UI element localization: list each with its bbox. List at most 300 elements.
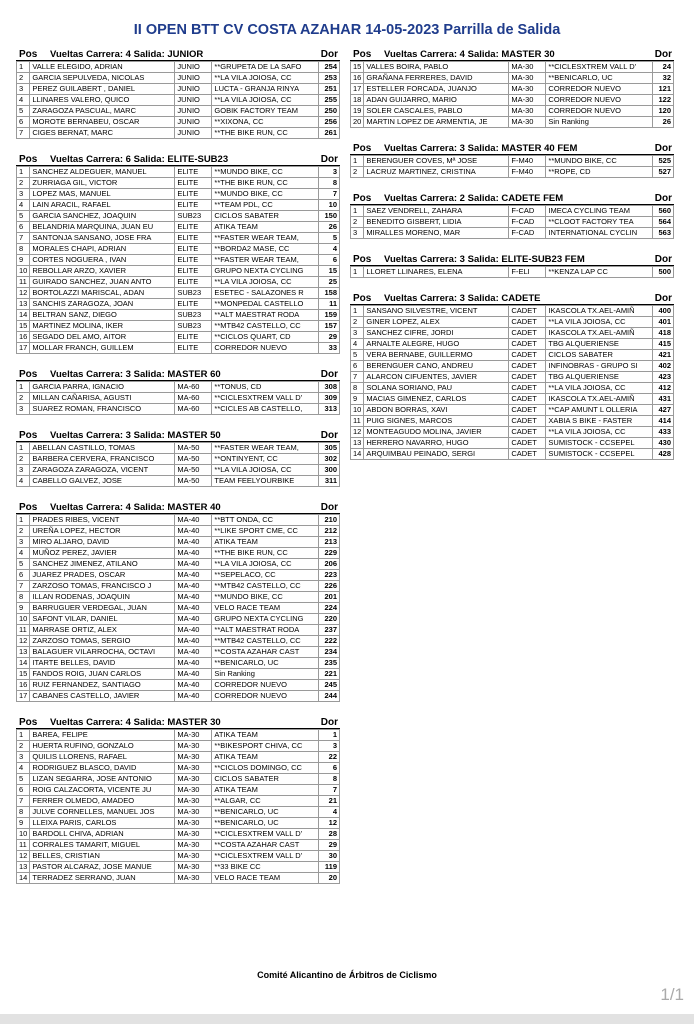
position-cell: 18: [351, 95, 364, 106]
team-cell: **COSTA AZAHAR CAST: [212, 647, 319, 658]
table-row: [17, 321, 340, 332]
pos-column-header: Pos: [353, 254, 372, 265]
rider-name-cell: BERENGUER COVES, Mª JOSE: [364, 156, 509, 167]
position-cell: 16: [17, 680, 30, 691]
team-cell: XABIA S BIKE - FASTER: [546, 416, 653, 427]
start-group-header: [16, 497, 340, 514]
team-cell: **CICLESXTREM VALL D': [546, 62, 653, 73]
category-cell: MA-40: [175, 548, 212, 559]
rider-name-cell: SANCHIS ZARAGOZA, JOAN: [30, 299, 175, 310]
team-cell: ATIKA TEAM: [212, 222, 319, 233]
start-group: [16, 425, 340, 487]
position-cell: 9: [17, 255, 30, 266]
table-row: [17, 807, 340, 818]
table-row: [351, 317, 674, 328]
position-cell: 13: [351, 438, 364, 449]
bib-number-cell: 433: [653, 427, 674, 438]
dor-column-header: Dor: [320, 502, 338, 513]
rider-name-cell: MORALES CHAPI, ADRIAN: [30, 244, 175, 255]
bib-number-cell: 210: [319, 515, 340, 526]
category-cell: F-CAD: [509, 217, 546, 228]
team-cell: IKASCOLA TX.AEL-AMIÑ: [546, 306, 653, 317]
group-title: Vueltas Carrera: 3 Salida: MASTER 40 FEM: [384, 143, 578, 154]
position-cell: 13: [17, 647, 30, 658]
table-row: [17, 266, 340, 277]
team-cell: **LA VILA JOIOSA, CC: [212, 277, 319, 288]
category-cell: CADET: [509, 394, 546, 405]
bib-number-cell: 430: [653, 438, 674, 449]
pos-column-header: Pos: [19, 49, 38, 60]
rider-name-cell: JUAREZ PRADES, OSCAR: [30, 570, 175, 581]
position-cell: 12: [17, 288, 30, 299]
rider-name-cell: GARCIA SANCHEZ, JOAQUIN: [30, 211, 175, 222]
start-grid-table: [16, 381, 340, 415]
team-cell: **FASTER WEAR TEAM,: [212, 255, 319, 266]
position-cell: 7: [351, 372, 364, 383]
bib-number-cell: 3: [319, 741, 340, 752]
team-cell: SUMISTOCK - CCSEPEL: [546, 449, 653, 460]
pos-column-header: Pos: [19, 369, 38, 380]
team-cell: **TONUS, CD: [212, 382, 319, 393]
bib-number-cell: 11: [319, 299, 340, 310]
table-row: [17, 526, 340, 537]
category-cell: MA-40: [175, 526, 212, 537]
position-cell: 1: [17, 443, 30, 454]
rider-name-cell: SEGADO DEL AMO, AITOR: [30, 332, 175, 343]
pos-column-header: Pos: [353, 193, 372, 204]
category-cell: MA-60: [175, 382, 212, 393]
pos-column-header: Pos: [19, 430, 38, 441]
rider-name-cell: MIRALLES MORENO, MAR: [364, 228, 509, 239]
position-cell: 8: [17, 244, 30, 255]
rider-name-cell: MARRASE ORTIZ, ALEX: [30, 625, 175, 636]
bib-number-cell: 4: [319, 244, 340, 255]
position-cell: 1: [17, 167, 30, 178]
category-cell: MA-50: [175, 465, 212, 476]
bib-number-cell: 220: [319, 614, 340, 625]
pos-column-header: Pos: [353, 49, 372, 60]
team-cell: Sin Ranking: [546, 117, 653, 128]
start-group-header: [16, 149, 340, 166]
bib-number-cell: 401: [653, 317, 674, 328]
bib-number-cell: 157: [319, 321, 340, 332]
bib-number-cell: 414: [653, 416, 674, 427]
position-cell: 2: [351, 317, 364, 328]
rider-name-cell: JULVE CORNELLES, MANUEL JOS: [30, 807, 175, 818]
pos-column-header: Pos: [19, 717, 38, 728]
category-cell: MA-40: [175, 625, 212, 636]
table-row: [17, 614, 340, 625]
bib-number-cell: 24: [653, 62, 674, 73]
position-cell: 19: [351, 106, 364, 117]
category-cell: CADET: [509, 383, 546, 394]
start-grid-table: [16, 166, 340, 354]
bib-number-cell: 418: [653, 328, 674, 339]
position-cell: 20: [351, 117, 364, 128]
category-cell: SUB23: [175, 288, 212, 299]
bib-number-cell: 26: [653, 117, 674, 128]
bib-number-cell: 427: [653, 405, 674, 416]
team-cell: **MUNDO BIKE, CC: [212, 167, 319, 178]
bib-number-cell: 308: [319, 382, 340, 393]
position-cell: 4: [17, 476, 30, 487]
position-cell: 5: [351, 350, 364, 361]
team-cell: **LA VILA JOIOSA, CC: [546, 427, 653, 438]
table-row: [17, 862, 340, 873]
bib-number-cell: 6: [319, 255, 340, 266]
bib-number-cell: 20: [319, 873, 340, 884]
start-group: [16, 497, 340, 702]
category-cell: ELITE: [175, 200, 212, 211]
table-row: [17, 128, 340, 139]
position-cell: 2: [351, 217, 364, 228]
team-cell: **THE BIKE RUN, CC: [212, 548, 319, 559]
category-cell: CADET: [509, 449, 546, 460]
category-cell: MA-60: [175, 404, 212, 415]
position-cell: 8: [351, 383, 364, 394]
team-cell: **MTB42 CASTELLO, CC: [212, 321, 319, 332]
category-cell: MA-40: [175, 680, 212, 691]
team-cell: **TEAM PDL, CC: [212, 200, 319, 211]
table-row: [351, 167, 674, 178]
rider-name-cell: BORTOLAZZI MARISCAL, ADAN: [30, 288, 175, 299]
table-row: [17, 404, 340, 415]
dor-column-header: Dor: [654, 293, 672, 304]
category-cell: JUNIO: [175, 62, 212, 73]
category-cell: MA-30: [175, 785, 212, 796]
category-cell: MA-30: [175, 840, 212, 851]
table-row: [17, 515, 340, 526]
table-row: [17, 200, 340, 211]
category-cell: SUB23: [175, 310, 212, 321]
bib-number-cell: 10: [319, 200, 340, 211]
start-grid-table: [16, 61, 340, 139]
table-row: [17, 465, 340, 476]
group-title: Vueltas Carrera: 3 Salida: MASTER 50: [50, 430, 221, 441]
dor-column-header: Dor: [320, 49, 338, 60]
category-cell: MA-30: [175, 862, 212, 873]
category-cell: ELITE: [175, 233, 212, 244]
position-cell: 1: [17, 515, 30, 526]
table-row: [17, 548, 340, 559]
rider-name-cell: RUIZ FERNANDEZ, SANTIAGO: [30, 680, 175, 691]
category-cell: ELITE: [175, 266, 212, 277]
category-cell: MA-30: [175, 807, 212, 818]
category-cell: ELITE: [175, 299, 212, 310]
rider-name-cell: BARBERA CERVERA, FRANCISCO: [30, 454, 175, 465]
position-cell: 2: [17, 526, 30, 537]
right-column: [350, 44, 674, 470]
team-cell: **BTT ONDA, CC: [212, 515, 319, 526]
position-cell: 11: [17, 840, 30, 851]
team-cell: **LA VILA JOIOSA, CC: [212, 73, 319, 84]
position-cell: 2: [17, 73, 30, 84]
start-group: [350, 138, 674, 178]
table-row: [17, 818, 340, 829]
bib-number-cell: 251: [319, 84, 340, 95]
bib-number-cell: 237: [319, 625, 340, 636]
table-row: [17, 211, 340, 222]
team-cell: **COSTA AZAHAR CAST: [212, 840, 319, 851]
category-cell: MA-30: [175, 763, 212, 774]
position-cell: 4: [17, 763, 30, 774]
category-cell: ELITE: [175, 222, 212, 233]
table-row: [351, 156, 674, 167]
start-grid-table: [16, 442, 340, 487]
team-cell: **MUNDO BIKE, CC: [546, 156, 653, 167]
position-cell: 6: [17, 570, 30, 581]
bib-number-cell: 28: [319, 829, 340, 840]
category-cell: ELITE: [175, 277, 212, 288]
bib-number-cell: 250: [319, 106, 340, 117]
table-row: [351, 62, 674, 73]
team-cell: **CICLESXTREM VALL D': [212, 829, 319, 840]
table-row: [17, 763, 340, 774]
category-cell: MA-30: [509, 73, 546, 84]
rider-name-cell: BERENGUER CANO, ANDREU: [364, 361, 509, 372]
category-cell: MA-30: [509, 62, 546, 73]
rider-name-cell: PUIG SIGNES, MARCOS: [364, 416, 509, 427]
category-cell: ELITE: [175, 244, 212, 255]
category-cell: MA-40: [175, 658, 212, 669]
start-group-header: [350, 44, 674, 61]
position-cell: 13: [17, 299, 30, 310]
page-title: II OPEN BTT CV COSTA AZAHAR 14-05-2023 Parrilla de Salida: [133, 22, 561, 38]
position-cell: 1: [17, 382, 30, 393]
rider-name-cell: BARRUGUER VERDEGAL, JUAN: [30, 603, 175, 614]
bib-number-cell: 254: [319, 62, 340, 73]
team-cell: INFINOBRAS - GRUPO SI: [546, 361, 653, 372]
rider-name-cell: LOPEZ MAS, MANUEL: [30, 189, 175, 200]
team-cell: **FASTER WEAR TEAM,: [212, 233, 319, 244]
rider-name-cell: MILLAN CAÑARISA, AGUSTI: [30, 393, 175, 404]
rider-name-cell: ABELLAN CASTILLO, TOMAS: [30, 443, 175, 454]
dor-column-header: Dor: [654, 49, 672, 60]
table-row: [17, 393, 340, 404]
bib-number-cell: 159: [319, 310, 340, 321]
start-group-header: [16, 364, 340, 381]
bib-number-cell: 500: [653, 267, 674, 278]
start-grid-table: [16, 514, 340, 702]
category-cell: F-CAD: [509, 228, 546, 239]
rider-name-cell: MOLLAR FRANCH, GUILLEM: [30, 343, 175, 354]
bib-number-cell: 26: [319, 222, 340, 233]
table-row: [17, 741, 340, 752]
table-row: [17, 277, 340, 288]
category-cell: MA-30: [175, 774, 212, 785]
group-title: Vueltas Carrera: 4 Salida: MASTER 30: [384, 49, 555, 60]
group-title: Vueltas Carrera: 2 Salida: CADETE FEM: [384, 193, 564, 204]
team-cell: TBG ALQUERIENSE: [546, 339, 653, 350]
position-cell: 2: [17, 454, 30, 465]
rider-name-cell: BENEDITO GISBERT, LIDIA: [364, 217, 509, 228]
position-cell: 5: [17, 211, 30, 222]
category-cell: ELITE: [175, 178, 212, 189]
pos-column-header: Pos: [353, 143, 372, 154]
position-cell: 3: [17, 752, 30, 763]
position-cell: 6: [17, 222, 30, 233]
position-cell: 4: [351, 339, 364, 350]
team-cell: LUCTA - GRANJA RINYA: [212, 84, 319, 95]
position-cell: 1: [351, 306, 364, 317]
team-cell: CORREDOR NUEVO: [546, 95, 653, 106]
category-cell: MA-40: [175, 647, 212, 658]
category-cell: SUB23: [175, 211, 212, 222]
position-cell: 7: [17, 581, 30, 592]
table-row: [17, 299, 340, 310]
category-cell: F-M40: [509, 156, 546, 167]
table-row: [17, 873, 340, 884]
table-row: [17, 62, 340, 73]
position-cell: 14: [351, 449, 364, 460]
bib-number-cell: 226: [319, 581, 340, 592]
team-cell: **LIKE SPORT CME, CC: [212, 526, 319, 537]
position-cell: 16: [17, 332, 30, 343]
position-cell: 10: [17, 829, 30, 840]
start-group-header: [16, 44, 340, 61]
start-group-header: [16, 712, 340, 729]
category-cell: MA-40: [175, 570, 212, 581]
rider-name-cell: ZARZOSO TOMAS, SERGIO: [30, 636, 175, 647]
bib-number-cell: 33: [319, 343, 340, 354]
rider-name-cell: ZARAGOZA ZARAGOZA, VICENT: [30, 465, 175, 476]
category-cell: JUNIO: [175, 128, 212, 139]
position-cell: 5: [17, 774, 30, 785]
category-cell: JUNIO: [175, 106, 212, 117]
position-cell: 14: [17, 310, 30, 321]
left-column: [16, 44, 340, 894]
table-row: [351, 394, 674, 405]
position-cell: 10: [17, 266, 30, 277]
rider-name-cell: MIRO ALJARO, DAVID: [30, 537, 175, 548]
rider-name-cell: SUAREZ ROMAN, FRANCISCO: [30, 404, 175, 415]
bib-number-cell: 150: [319, 211, 340, 222]
table-row: [351, 416, 674, 427]
position-cell: 14: [17, 658, 30, 669]
bib-number-cell: 4: [319, 807, 340, 818]
team-cell: IKASCOLA TX.AEL-AMIÑ: [546, 394, 653, 405]
viewer-bottom-bar: [0, 1014, 694, 1024]
rider-name-cell: MOROTE BERNABEU, OSCAR: [30, 117, 175, 128]
bib-number-cell: 7: [319, 189, 340, 200]
table-row: [17, 581, 340, 592]
position-cell: 3: [17, 404, 30, 415]
team-cell: CORREDOR NUEVO: [212, 680, 319, 691]
dor-column-header: Dor: [320, 154, 338, 165]
rider-name-cell: LIZAN SEGARRA, JOSE ANTONIO: [30, 774, 175, 785]
bib-number-cell: 8: [319, 178, 340, 189]
rider-name-cell: SANTONJA SANSANO, JOSE FRA: [30, 233, 175, 244]
category-cell: JUNIO: [175, 117, 212, 128]
rider-name-cell: ITARTE BELLES, DAVID: [30, 658, 175, 669]
category-cell: JUNIO: [175, 84, 212, 95]
category-cell: CADET: [509, 350, 546, 361]
position-cell: 14: [17, 873, 30, 884]
category-cell: ELITE: [175, 343, 212, 354]
rider-name-cell: ARQUIMBAU PEINADO, SERGI: [364, 449, 509, 460]
rider-name-cell: BELANDRIA MARQUINA, JUAN EU: [30, 222, 175, 233]
table-row: [17, 752, 340, 763]
team-cell: **CICLOS QUART, CD: [212, 332, 319, 343]
table-row: [351, 339, 674, 350]
bib-number-cell: 30: [319, 851, 340, 862]
rider-name-cell: ILLAN RODENAS, JOAQUIN: [30, 592, 175, 603]
team-cell: TEAM FEELYOURBIKE: [212, 476, 319, 487]
rider-name-cell: ESTELLER FORCADA, JUANJO: [364, 84, 509, 95]
dor-column-header: Dor: [654, 254, 672, 265]
team-cell: **CICLOS DOMINGO, CC: [212, 763, 319, 774]
start-group: [350, 288, 674, 460]
category-cell: ELITE: [175, 332, 212, 343]
rider-name-cell: ADAN GUIJARRO, MARIO: [364, 95, 509, 106]
rider-name-cell: SOLANA SORIANO, PAU: [364, 383, 509, 394]
rider-name-cell: CIGES BERNAT, MARC: [30, 128, 175, 139]
table-row: [351, 228, 674, 239]
position-cell: 3: [351, 228, 364, 239]
table-row: [17, 288, 340, 299]
bib-number-cell: 412: [653, 383, 674, 394]
team-cell: GOBIK FACTORY TEAM: [212, 106, 319, 117]
category-cell: MA-40: [175, 603, 212, 614]
category-cell: CADET: [509, 438, 546, 449]
table-row: [17, 233, 340, 244]
rider-name-cell: CABANES CASTELLO, JAVIER: [30, 691, 175, 702]
rider-name-cell: LLINARES VALERO, QUICO: [30, 95, 175, 106]
position-cell: 6: [17, 117, 30, 128]
bib-number-cell: 206: [319, 559, 340, 570]
table-row: [17, 222, 340, 233]
start-group-header: [350, 249, 674, 266]
start-group: [350, 188, 674, 239]
team-cell: **BENICARLO, UC: [546, 73, 653, 84]
rider-name-cell: MACIAS GIMENEZ, CARLOS: [364, 394, 509, 405]
start-grid-table: [350, 155, 674, 178]
position-cell: 9: [351, 394, 364, 405]
category-cell: MA-60: [175, 393, 212, 404]
category-cell: MA-30: [175, 796, 212, 807]
table-row: [17, 851, 340, 862]
position-cell: 7: [17, 796, 30, 807]
table-row: [17, 559, 340, 570]
group-title: Vueltas Carrera: 3 Salida: MASTER 60: [50, 369, 221, 380]
position-cell: 1: [351, 156, 364, 167]
position-cell: 12: [17, 636, 30, 647]
bib-number-cell: 431: [653, 394, 674, 405]
table-row: [17, 106, 340, 117]
category-cell: CADET: [509, 339, 546, 350]
team-cell: **CLOOT FACTORY TEA: [546, 217, 653, 228]
bib-number-cell: 245: [319, 680, 340, 691]
rider-name-cell: PEREZ GUILABERT , DANIEL: [30, 84, 175, 95]
position-cell: 2: [351, 167, 364, 178]
position-cell: 1: [17, 730, 30, 741]
start-grid-table: [350, 266, 674, 278]
category-cell: ELITE: [175, 189, 212, 200]
category-cell: MA-30: [175, 829, 212, 840]
table-row: [17, 785, 340, 796]
position-cell: 4: [17, 200, 30, 211]
position-cell: 7: [17, 128, 30, 139]
rider-name-cell: GRAÑANA FERRERES, DAVID: [364, 73, 509, 84]
rider-name-cell: FANDOS ROIG, JUAN CARLOS: [30, 669, 175, 680]
table-row: [17, 476, 340, 487]
position-cell: 15: [17, 669, 30, 680]
team-cell: **KENZA LAP CC: [546, 267, 653, 278]
table-row: [351, 267, 674, 278]
bib-number-cell: 564: [653, 217, 674, 228]
start-group: [350, 249, 674, 278]
table-row: [351, 117, 674, 128]
